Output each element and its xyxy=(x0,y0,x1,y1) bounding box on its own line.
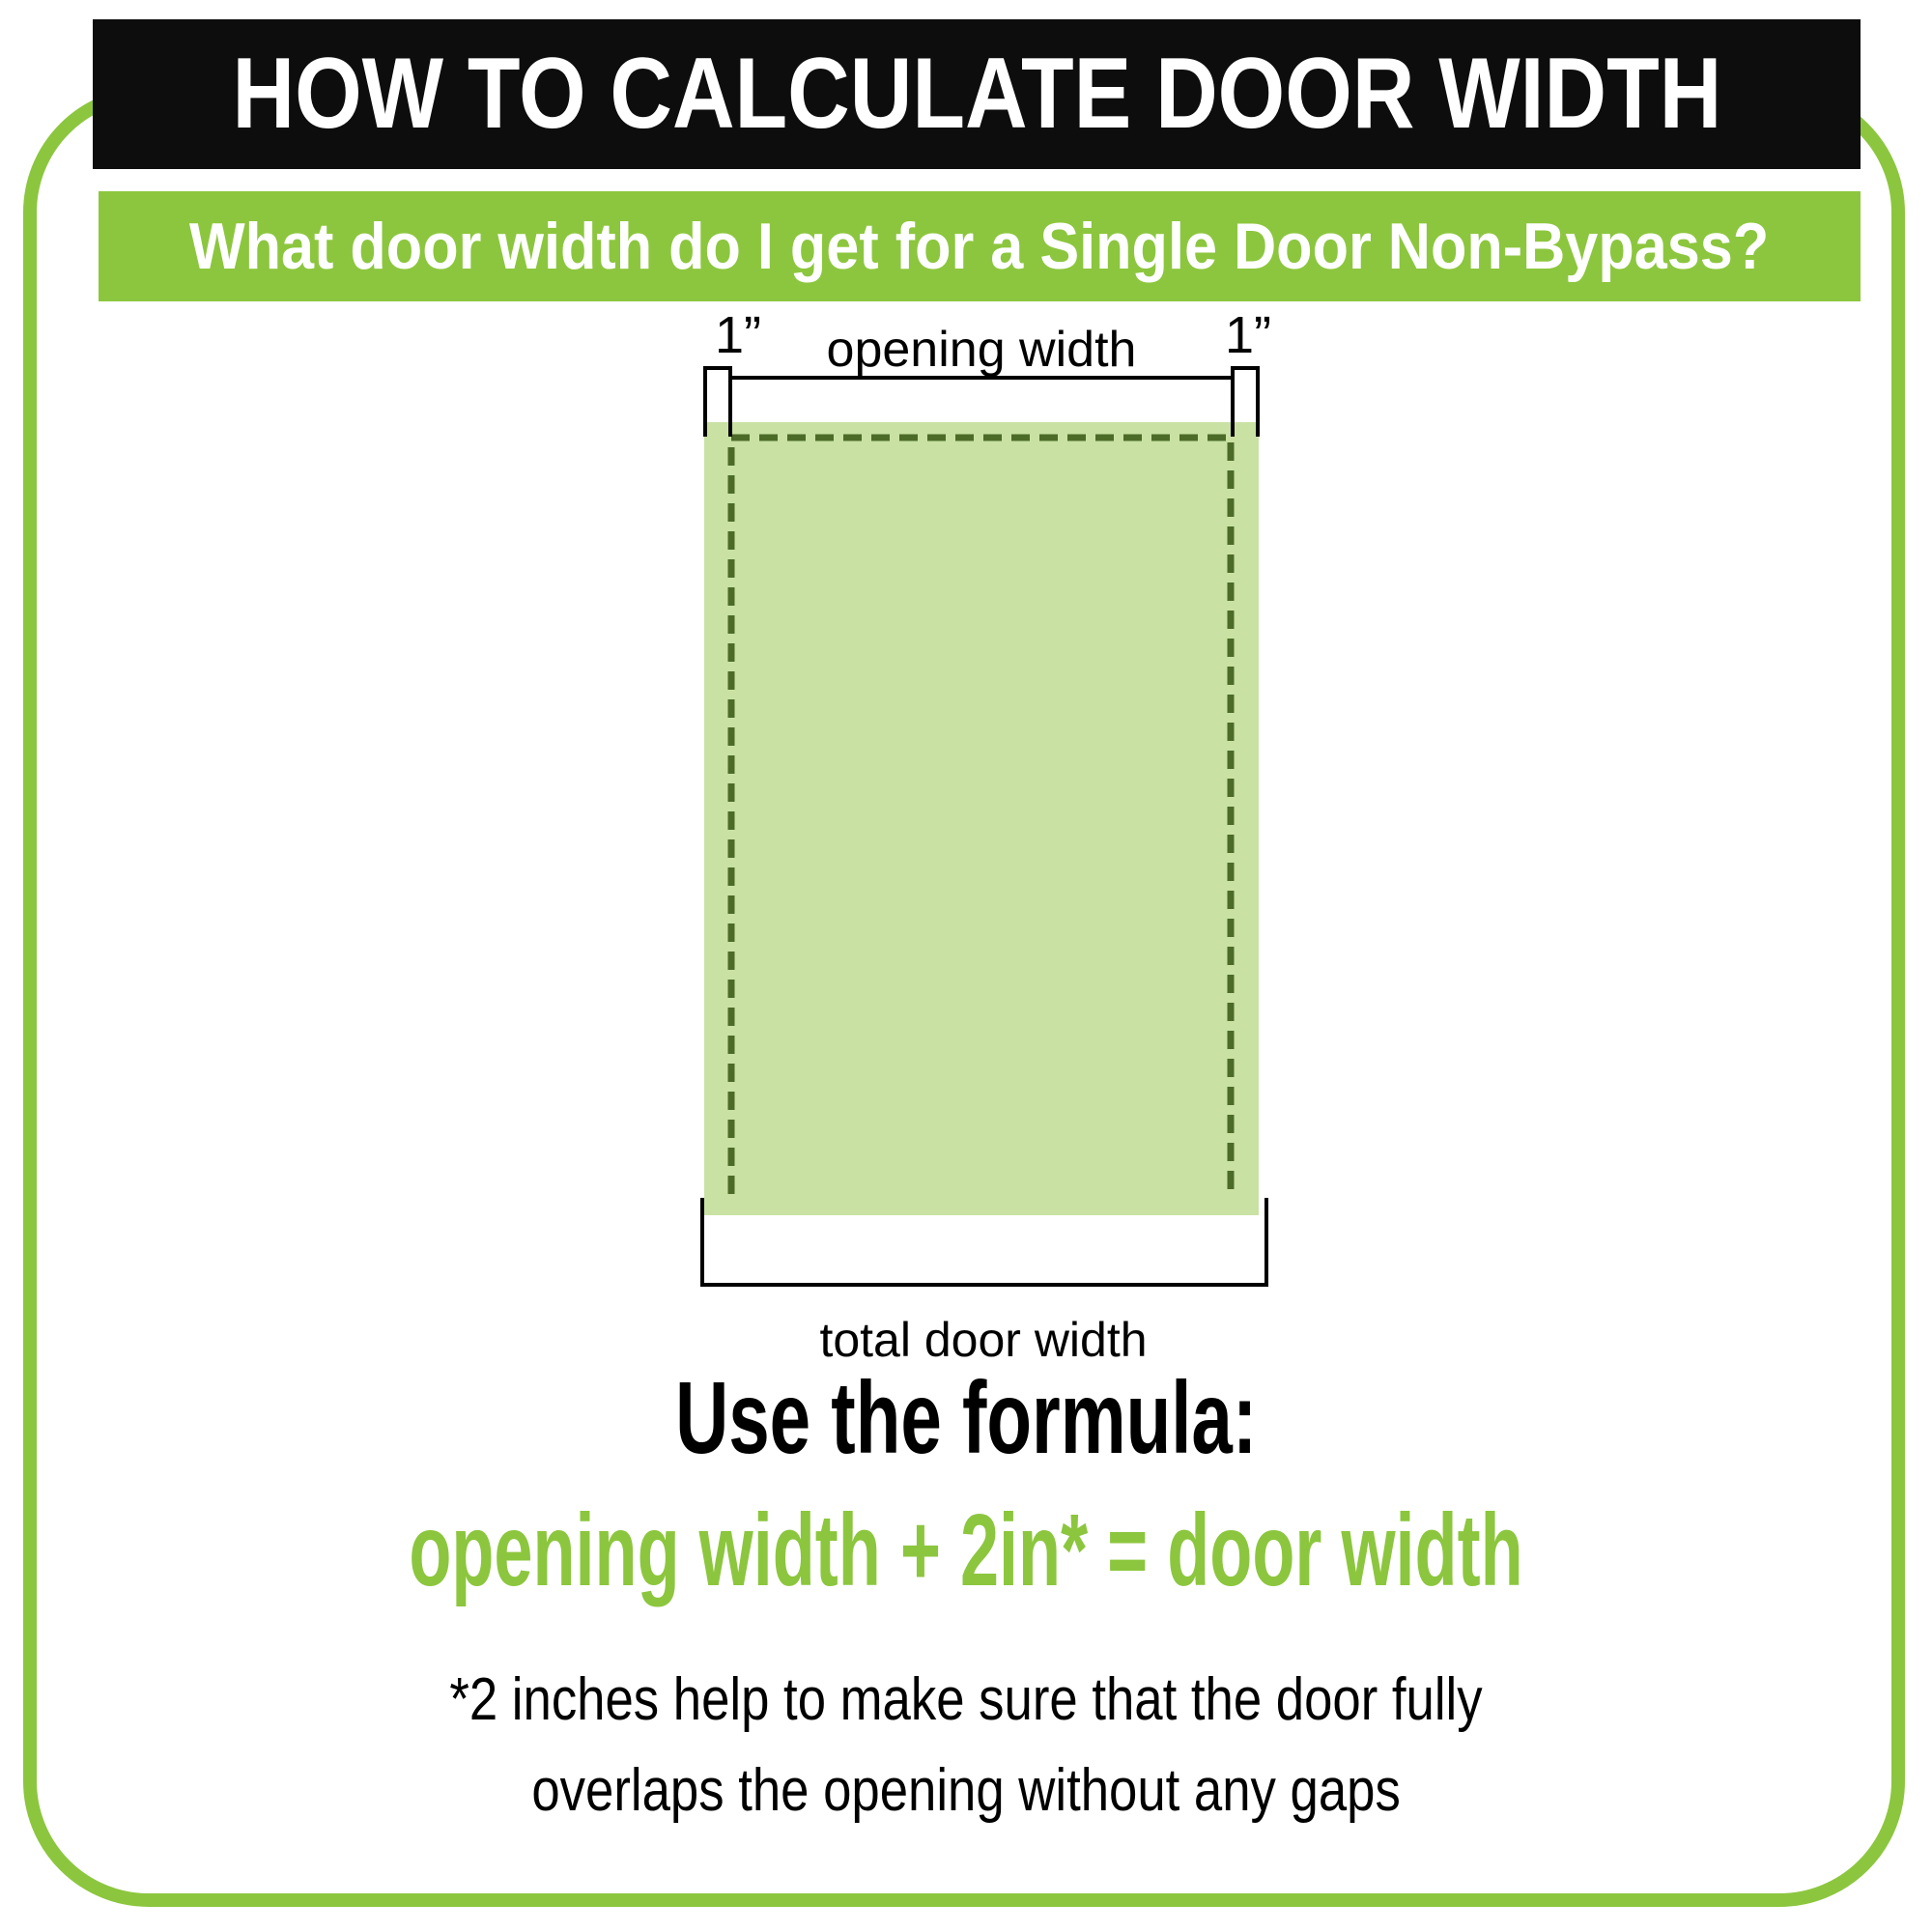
header-bar xyxy=(93,19,1861,169)
footnote-line1: *2 inches help to make sure that the door fully xyxy=(449,1666,1483,1733)
formula-heading-row xyxy=(0,1360,1932,1477)
footnote-line2: overlaps the opening without any gaps xyxy=(531,1757,1401,1824)
formula-equation-row xyxy=(0,1492,1932,1609)
right-overlap-label: 1” xyxy=(1224,306,1272,364)
subtitle-bar xyxy=(99,191,1861,301)
total-door-width-label: total door width xyxy=(819,1313,1148,1367)
formula-equation: opening width + 2in* = door width xyxy=(409,1493,1523,1607)
subtitle-question: What door width do I get for a Single Door Non-Bypass? xyxy=(189,210,1770,283)
footnote-row-2 xyxy=(0,1756,1932,1825)
footnote-row-1 xyxy=(0,1665,1932,1734)
left-overlap-label: 1” xyxy=(714,306,762,364)
page-title: HOW TO CALCULATE DOOR WIDTH xyxy=(232,38,1721,150)
formula-heading: Use the formula: xyxy=(674,1361,1258,1475)
opening-width-label: opening width xyxy=(826,322,1137,378)
